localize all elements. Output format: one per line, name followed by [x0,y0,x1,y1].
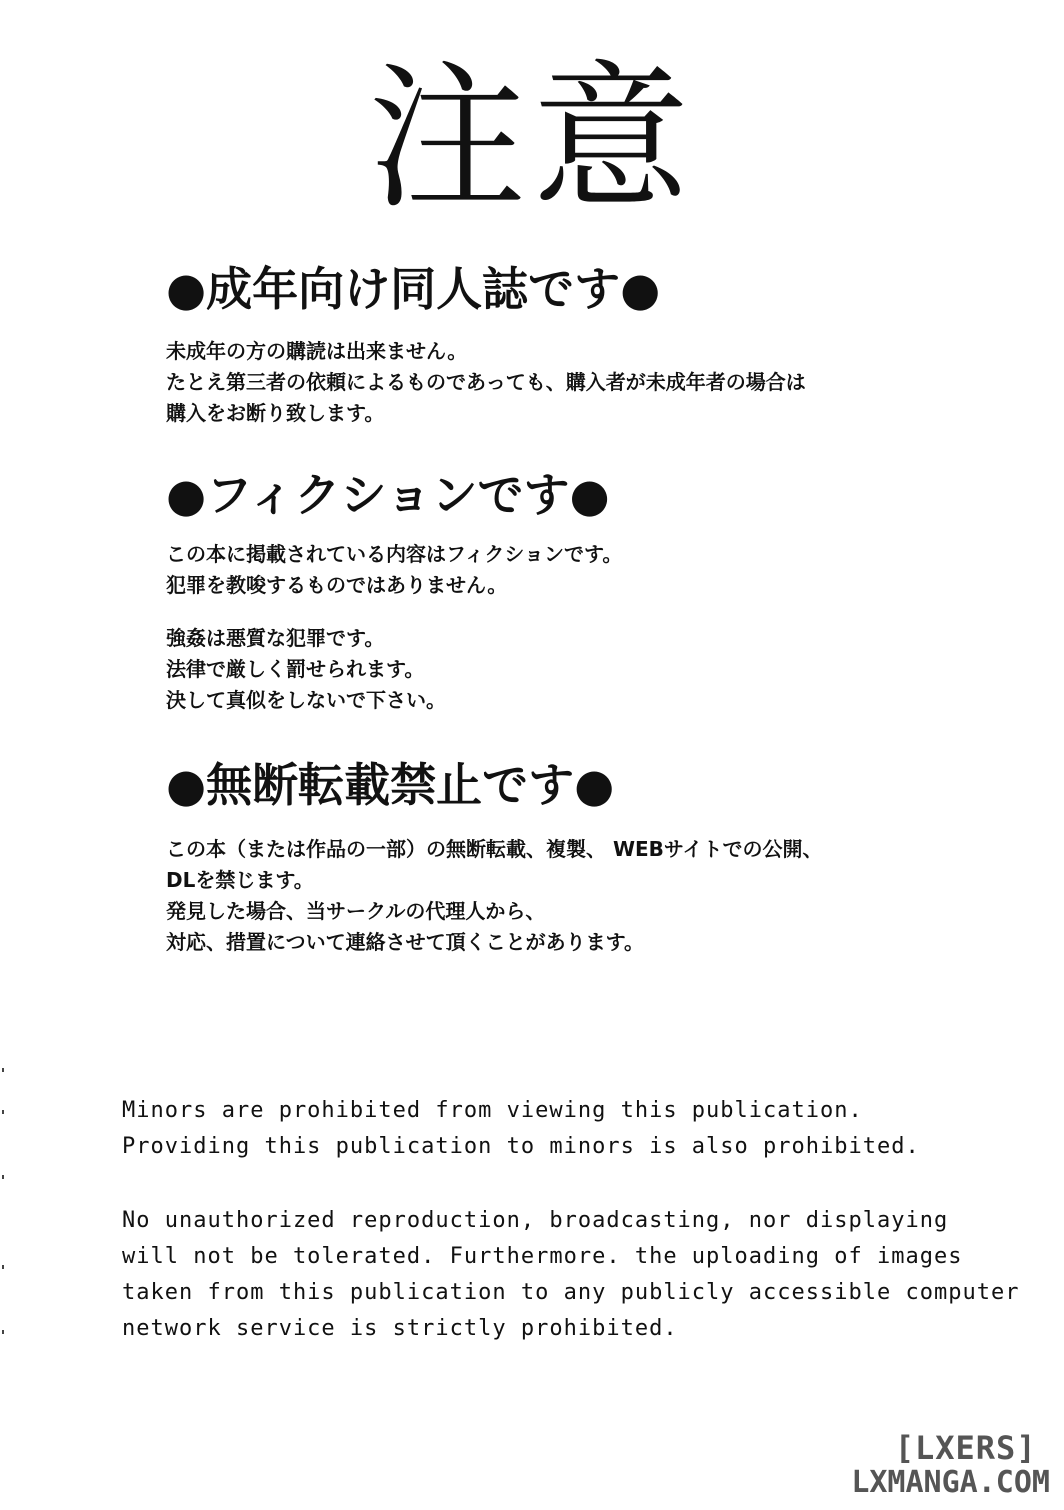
scan-speck [2,1330,4,1334]
paragraph-line: 法律で厳しく罰せられます。 [166,657,425,681]
page-title: 注意 [368,47,696,231]
paragraph-line: 強姦は悪質な犯罪です。 [166,626,385,650]
paragraph-line: 決して真似をしないで下さい。 [166,688,446,712]
paragraph-line: 未成年の方の購読は出来ません。 [166,339,468,363]
paragraph-line: 犯罪を教唆するものではありません。 [166,573,508,597]
english-line: Minors are prohibited from viewing this publication. [122,1098,863,1123]
paragraph-reproduction [166,834,823,958]
watermark [851,1430,1050,1500]
paragraph-adult [166,336,806,429]
english-notice-minors [122,1093,920,1165]
english-line: No unauthorized reproduction, broadcasting, nor displaying [122,1208,949,1233]
paragraph-line: 購入をお断り致します。 [166,401,385,425]
section-heading-adult: ●成年向け同人誌です● [166,262,661,316]
scan-speck [2,1265,4,1269]
paragraph-crime [166,623,446,716]
section-heading-fiction: ●フィクションです● [166,468,610,522]
scan-speck [2,1110,4,1114]
watermark-brand: [LXERS] [894,1429,1037,1467]
paragraph-line: この本（または作品の一部）の無断転載、複製、 WEBサイトでの公開、 [166,837,823,861]
scan-speck [2,1175,4,1179]
section-heading-reproduction: ●無断転載禁止です● [166,758,615,812]
paragraph-fiction [166,539,622,601]
paragraph-line: 発見した場合、当サークルの代理人から、 [166,899,546,923]
english-notice-reproduction [122,1203,1019,1347]
english-line: network service is strictly prohibited. [122,1316,678,1341]
watermark-site: LXMANGA.COM [851,1465,1050,1500]
english-line: taken from this publication to any publicly accessible computer [122,1280,1020,1305]
paragraph-line: 対応、措置について連絡させて頂くことがあります。 [166,930,644,954]
english-line: Providing this publication to minors is also prohibited. [122,1134,920,1159]
paragraph-line: たとえ第三者の依頼によるものであっても、購入者が未成年者の場合は [166,370,806,394]
scan-speck [2,1068,4,1072]
paragraph-line: この本に掲載されている内容はフィクションです。 [166,542,623,566]
paragraph-line: DLを禁じます。 [166,868,314,892]
english-line: will not be tolerated. Furthermore. the uploading of images [122,1244,963,1269]
